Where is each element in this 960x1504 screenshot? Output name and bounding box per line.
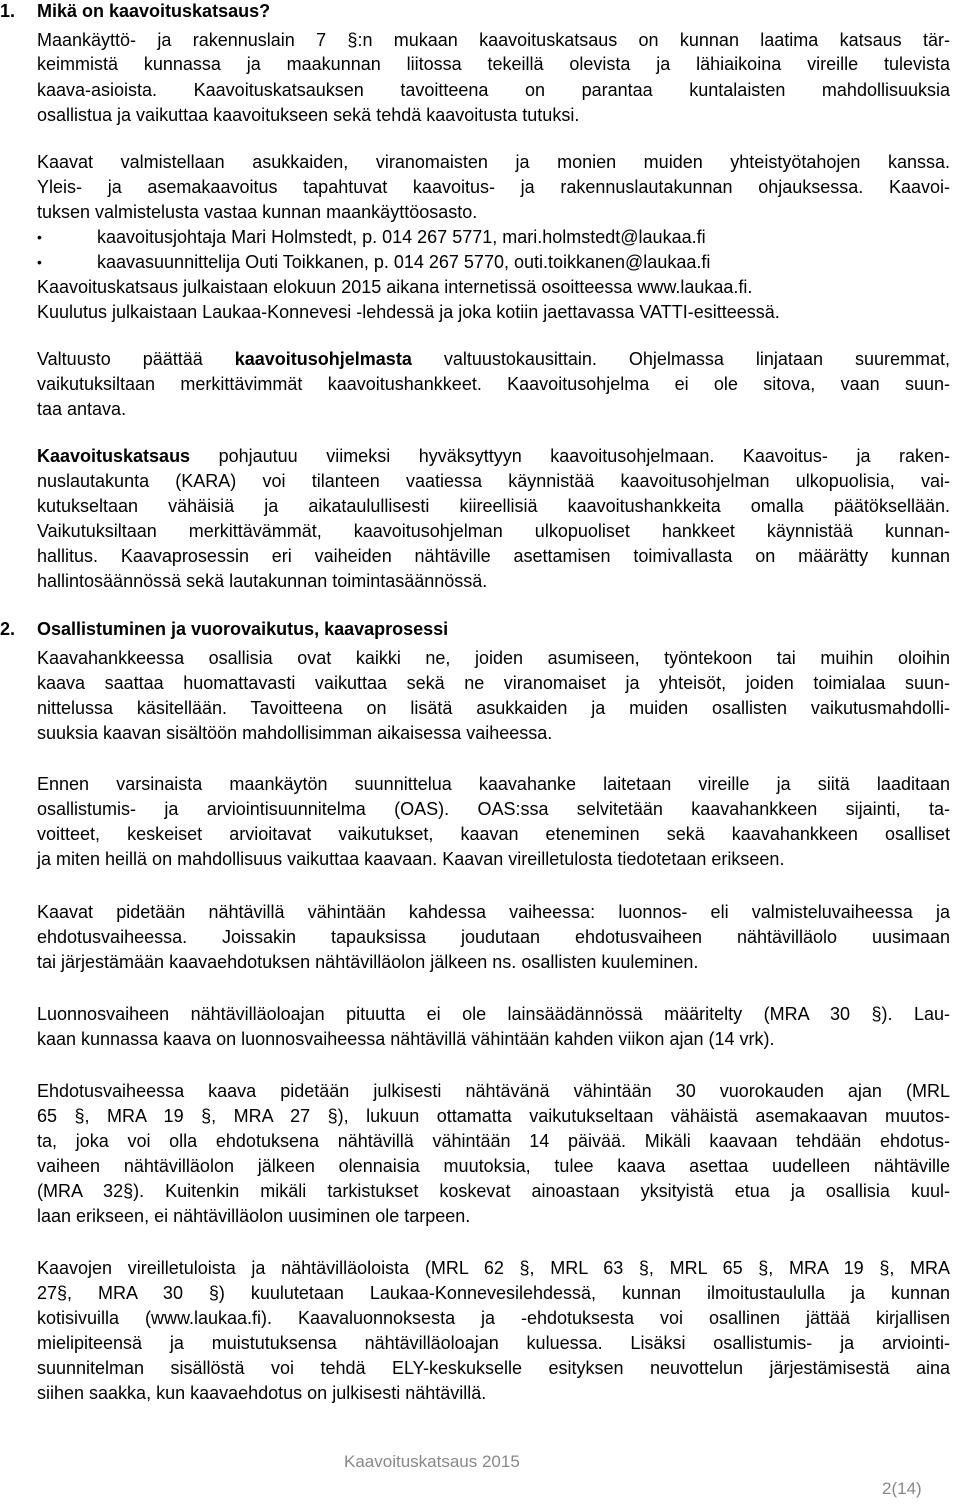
paragraph-line: voitteet, keskeiset arvioitavat vaikutukset, kaavan eteneminen sekä kaavahankkeen osalliset — [37, 824, 950, 844]
paragraph-line: hallintosäännössä sekä lautakunnan toimintasäännössä. — [37, 571, 488, 591]
section-1-heading — [0, 0, 270, 23]
paragraph-line: suuksia kaavan sisältöön mahdollisimman aikaisessa vaiheessa. — [37, 723, 553, 743]
text-run: pohjautuu viimeksi hyväksyttyyn kaavoitusohjelmaan. Kaavoitus- ja raken- — [190, 446, 950, 466]
paragraph-line: 27§, MRA 30 §) kuulutetaan Laukaa-Konnevesilehdessä, kunnan ilmoitustaululla ja kunnan — [37, 1283, 950, 1303]
paragraph-line: taa antava. — [37, 399, 127, 419]
paragraph-line: laan erikseen, ei nähtävilläolon uusiminen ole tarpeen. — [37, 1206, 471, 1226]
paragraph-line: tuksen valmistelusta vastaa kunnan maankäyttöosasto. — [37, 202, 478, 222]
section-number: 1. — [0, 1, 16, 21]
paragraph-line: nittelussa käsitellään. Tavoitteena on lisätä asukkaiden ja muiden osallisten vaikutusmahdolli- — [37, 698, 950, 718]
bullet-icon: • — [37, 229, 42, 245]
paragraph-line — [37, 444, 950, 468]
text-run: valtuustokausittain. Ohjelmassa linjataan suuremmat, — [411, 349, 950, 369]
contact-item: kaavasuunnittelija Outi Toikkanen, p. 014 267 5770, outi.toikkanen@laukaa.fi — [97, 252, 711, 272]
paragraph-line: Kaavojen vireilletuloista ja nähtävilläoloista (MRL 62 §, MRL 63 §, MRL 65 §, MRA 19 §, MRA — [37, 1258, 950, 1278]
paragraph-line: vaikutuksiltaan merkittävimmät kaavoitushankkeet. Kaavoitusohjelma ei ole sitova, vaan suun- — [37, 374, 950, 394]
bullet-icon: • — [37, 254, 42, 270]
paragraph-line — [37, 347, 950, 371]
paragraph-line: osallistumis- ja arviointisuunnitelma (OAS). OAS:ssa selvitetään kaavahankkeen sijainti, ta- — [37, 799, 950, 819]
paragraph-line: hallitus. Kaavaprosessin eri vaiheiden nähtäville asettamisen toimivallasta on määrätty kunnan — [37, 546, 950, 566]
paragraph-line: ta, joka voi olla ehdotuksena nähtävillä vähintään 14 päivää. Mikäli kaavaan tehdään ehdotus- — [37, 1131, 950, 1151]
paragraph-line: vaiheen nähtävilläolon jälkeen olennaisia muutoksia, tulee kaava asettaa uudelleen nähtäville — [37, 1156, 950, 1176]
paragraph-line: Kaavoituskatsaus julkaistaan elokuun 2015 aikana internetissä osoitteessa www.laukaa.fi. — [37, 277, 753, 297]
paragraph-line: osallistua ja vaikuttaa kaavoitukseen sekä tehdä kaavoitusta tutuksi. — [37, 105, 580, 125]
paragraph-line: ja miten heillä on mahdollisuus vaikuttaa kaavaan. Kaavan vireilletulosta tiedotetaan erikseen. — [37, 849, 785, 869]
paragraph-line: Kaavahankkeessa osallisia ovat kaikki ne, joiden asumiseen, työntekoon tai muihin oloihin — [37, 648, 950, 668]
section-2-heading — [0, 617, 448, 641]
paragraph-line: Kaavat pidetään nähtävillä vähintään kahdessa vaiheessa: luonnos- eli valmisteluvaiheessa ja — [37, 902, 950, 922]
paragraph-line: Yleis- ja asemakaavoitus tapahtuvat kaavoitus- ja rakennuslautakunnan ohjauksessa. Kaavoi- — [37, 177, 950, 197]
section-number: 2. — [0, 619, 16, 639]
footer-title: Kaavoituskatsaus 2015 — [344, 1452, 520, 1471]
paragraph-line: kaava-asioista. Kaavoituskatsauksen tavoitteena on parantaa kuntalaisten mahdollisuuksia — [37, 80, 950, 100]
bold-term: kaavoitusohjelmasta — [234, 349, 412, 369]
text-run: Valtuusto päättää — [37, 349, 235, 369]
paragraph-line: Kuulutus julkaistaan Laukaa-Konnevesi -lehdessä ja joka kotiin jaettavassa VATTI-esitteessä. — [37, 302, 780, 322]
paragraph-line: kaan kunnassa kaava on luonnosvaiheessa nähtävillä vähintään kahden viikon ajan (14 vrk). — [37, 1029, 775, 1049]
paragraph-line: mielipiteensä ja muistutuksensa nähtävilläoloajan kuluessa. Lisäksi osallistumis- ja arviointi- — [37, 1333, 950, 1353]
paragraph-line: ehdotusvaiheessa. Joissakin tapauksissa joudutaan ehdotusvaiheen nähtävilläolo uusimaan — [37, 927, 950, 947]
paragraph-line: Maankäyttö- ja rakennuslain 7 §:n mukaan kaavoituskatsaus on kunnan laatima katsaus tär- — [37, 30, 950, 50]
paragraph-line: kaava saattaa huomattavasti vaikuttaa sekä ne viranomaiset ja yhteisöt, joiden toimialaa suun- — [37, 673, 950, 693]
paragraph-line: siihen saakka, kun kaavaehdotus on julkisesti nähtävillä. — [37, 1383, 487, 1403]
paragraph-line: Luonnosvaiheen nähtävilläoloajan pituutta ei ole lainsäädännössä määritelty (MRA 30 §). Lau- — [37, 1004, 950, 1024]
section-title: Mikä on kaavoituskatsaus? — [37, 1, 271, 21]
paragraph-line: Kaavat valmistellaan asukkaiden, viranomaisten ja monien muiden yhteistyötahojen kanssa. — [37, 152, 950, 172]
bold-term: Kaavoituskatsaus — [37, 446, 191, 466]
paragraph-line: Vaikutuksiltaan merkittävämmät, kaavoitusohjelman ulkopuoliset hankkeet käynnistää kunnan- — [37, 521, 950, 541]
paragraph-line: kutukseltaan vähäisiä ja aikataulullisesti kiireellisiä kaavoitushankkeita omalla päätöksellään. — [37, 496, 950, 516]
paragraph-line: Ennen varsinaista maankäytön suunnittelua kaavahanke laitetaan vireille ja siitä laaditaan — [37, 774, 950, 794]
section-title: Osallistuminen ja vuorovaikutus, kaavaprosessi — [37, 619, 449, 639]
paragraph-line: keimmistä kunnassa ja maakunnan liitossa tekeillä olevista ja lähiaikoina vireille tulevista — [37, 54, 950, 74]
paragraph-line: kotisivuilla (www.laukaa.fi). Kaavaluonnoksesta ja -ehdotuksesta voi osallinen jättää kirjallisen — [37, 1308, 950, 1328]
paragraph-line: Ehdotusvaiheessa kaava pidetään julkisesti nähtävänä vähintään 30 vuorokauden ajan (MRL — [37, 1081, 950, 1101]
contact-item: kaavoitusjohtaja Mari Holmstedt, p. 014 267 5771, mari.holmstedt@laukaa.fi — [97, 227, 706, 247]
paragraph-line: (MRA 32§). Kuitenkin mikäli tarkistukset koskevat ainoastaan yksityistä etua ja osallisia kuul- — [37, 1181, 950, 1201]
paragraph-line: suunnitelman sisällöstä voi tehdä ELY-keskukselle esityksen neuvottelun järjestämisestä aina — [37, 1358, 950, 1378]
paragraph-line: nuslautakunta (KARA) voi tilanteen vaatiessa käynnistää kaavoitusohjelman ulkopuolisia, vai- — [37, 471, 950, 491]
paragraph-line: tai järjestämään kaavaehdotuksen nähtävilläolon jälkeen ns. osallisten kuuleminen. — [37, 952, 699, 972]
paragraph-line: 65 §, MRA 19 §, MRA 27 §), lukuun ottamatta vaikutukseltaan vähäistä asemakaavan muutos- — [37, 1106, 950, 1126]
page-number: 2(14) — [882, 1479, 922, 1498]
